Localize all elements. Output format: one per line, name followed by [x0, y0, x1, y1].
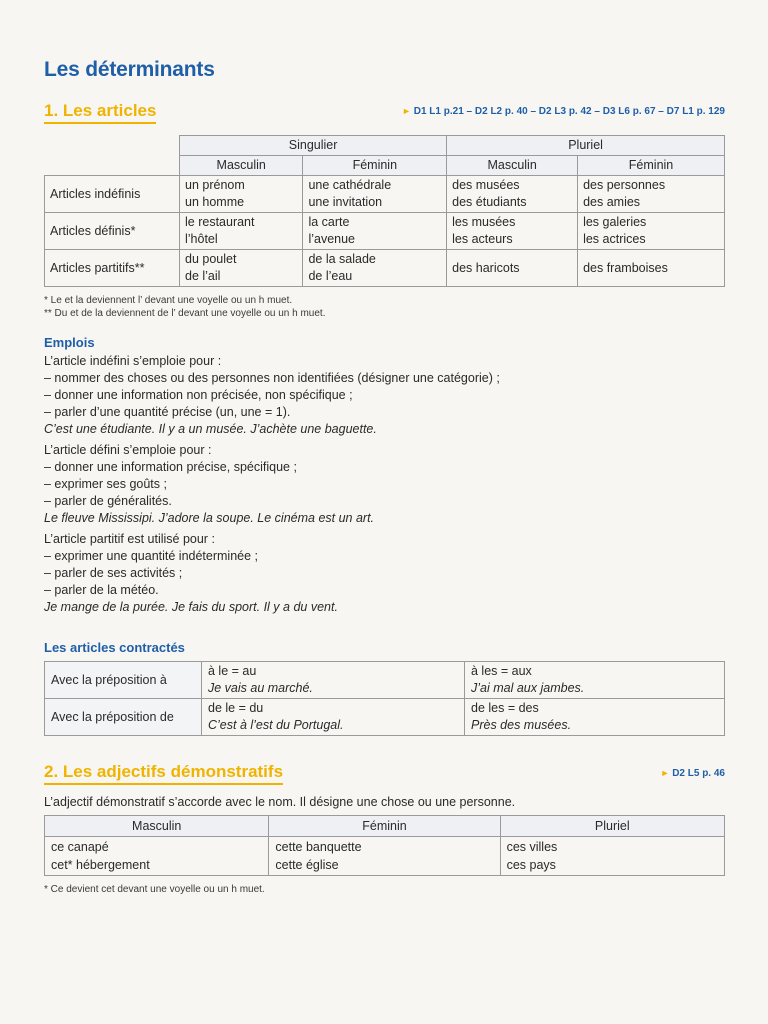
cell-line: de la salade: [308, 252, 376, 266]
section-demonstratifs-reference: [660, 768, 725, 779]
list-item: – parler de généralités.: [44, 494, 172, 508]
section-demonstratifs-heading-text: 2. Les adjectifs démonstratifs: [44, 762, 284, 781]
list-item: – nommer des choses ou des personnes non identifiées (désigner une catégorie) ;: [44, 371, 500, 385]
cell-line: des personnes: [583, 178, 666, 192]
rule-line: à les = aux: [471, 664, 532, 678]
header-masculin: Masculin: [45, 816, 269, 837]
header-pluriel: Pluriel: [500, 816, 724, 837]
cell-line: cet* hébergement: [51, 858, 150, 872]
demonstratifs-table: [44, 815, 725, 876]
emplois-heading: Emplois: [44, 335, 95, 350]
cell-line: ces pays: [506, 858, 556, 872]
cell-line: des haricots: [452, 260, 520, 275]
table-cell: [447, 250, 578, 287]
cell-line: l’hôtel: [185, 232, 218, 246]
table-cell: [465, 662, 725, 699]
table-cell: [578, 213, 725, 250]
arrow-right-icon: ►: [660, 768, 670, 778]
table-cell: [465, 699, 725, 736]
header-singulier: Singulier: [180, 136, 447, 156]
table-cell: [180, 213, 303, 250]
rule-line: de le = du: [208, 701, 264, 715]
cell-line: les actrices: [583, 232, 646, 246]
table-cell: [447, 213, 578, 250]
section-articles-reference: [402, 106, 725, 117]
header-feminin: Féminin: [269, 816, 500, 837]
footnote: ** Du et de la deviennent de l’ devant une voyelle ou un h muet.: [44, 308, 326, 319]
table-cell: [303, 176, 447, 213]
list-item: – parler de ses activités ;: [44, 566, 183, 580]
example-sentence: C’est une étudiante. Il y a un musée. J’achète une baguette.: [44, 422, 377, 436]
table-corner: [45, 136, 180, 176]
row-label: Articles définis*: [45, 213, 180, 250]
cell-line: le restaurant: [185, 215, 255, 229]
rule-line: à le = au: [208, 664, 257, 678]
cell-line: les acteurs: [452, 232, 513, 246]
reference-text: D2 L5 p. 46: [672, 768, 725, 779]
example-sentence: Je mange de la purée. Je fais du sport. Il y a du vent.: [44, 600, 338, 614]
rule-line: de les = des: [471, 701, 539, 715]
table-cell: [578, 176, 725, 213]
cell-line: ce canapé: [51, 840, 109, 854]
contractes-table: [44, 661, 725, 736]
example-line: C’est à l’est du Portugal.: [208, 718, 344, 732]
heading-underline: [44, 122, 156, 124]
header-pluriel: Pluriel: [447, 136, 725, 156]
table-row: [45, 699, 725, 736]
section-articles-heading: [44, 101, 156, 124]
section-demonstratifs-heading: [44, 762, 283, 785]
example-line: J’ai mal aux jambes.: [471, 681, 585, 695]
articles-table: [44, 135, 725, 287]
list-item: – parler de la météo.: [44, 583, 159, 597]
table-row: [45, 176, 725, 213]
defini-intro: L’article défini s’emploie pour :: [44, 443, 212, 457]
cell-line: un prénom: [185, 178, 245, 192]
table-row: [45, 662, 725, 699]
demonstratifs-intro: L’adjectif démonstratif s’accorde avec le nom. Il désigne une chose ou une personne.: [44, 795, 516, 809]
articles-notes: [44, 294, 326, 320]
example-sentence: Le fleuve Mississipi. J’adore la soupe. Le cinéma est un art.: [44, 511, 375, 525]
indefini-intro: L’article indéfini s’emploie pour :: [44, 354, 222, 368]
cell-line: les galeries: [583, 215, 647, 229]
list-item: – exprimer ses goûts ;: [44, 477, 167, 491]
page-title: Les déterminants: [44, 58, 215, 81]
reference-text: D1 L1 p.21 – D2 L2 p. 40 – D2 L3 p. 42 – D3 L6 p. 67 – D7 L1 p. 129: [413, 106, 725, 117]
row-label: Avec la préposition de: [45, 699, 202, 736]
cell-line: une invitation: [308, 195, 383, 209]
table-row: [45, 250, 725, 287]
demonstratifs-note: * Ce devient cet devant une voyelle ou un h muet.: [44, 884, 265, 895]
table-cell: [202, 662, 465, 699]
example-line: Je vais au marché.: [208, 681, 313, 695]
list-item: – exprimer une quantité indéterminée ;: [44, 549, 259, 563]
list-item: – donner une information précise, spécifique ;: [44, 460, 297, 474]
partitif-intro: L’article partitif est utilisé pour :: [44, 532, 215, 546]
table-cell: [303, 250, 447, 287]
contractes-heading: Les articles contractés: [44, 640, 185, 655]
arrow-right-icon: ►: [402, 106, 411, 116]
header-feminin-pl: Féminin: [578, 156, 725, 176]
table-cell: [269, 837, 500, 876]
emplois-body: [44, 353, 734, 616]
cell-line: du poulet: [185, 252, 237, 266]
cell-line: de l’eau: [308, 269, 353, 283]
table-cell: [303, 213, 447, 250]
table-cell: [447, 176, 578, 213]
list-item: – parler d’une quantité précise (un, une = 1).: [44, 405, 291, 419]
heading-underline: [44, 783, 283, 785]
table-row: [45, 213, 725, 250]
cell-line: cette église: [275, 858, 339, 872]
header-feminin-sg: Féminin: [303, 156, 447, 176]
table-cell: [180, 176, 303, 213]
table-cell: [45, 837, 269, 876]
cell-line: cette banquette: [275, 840, 362, 854]
cell-line: des amies: [583, 195, 641, 209]
cell-line: de l’ail: [185, 269, 221, 283]
cell-line: des musées: [452, 178, 520, 192]
cell-line: les musées: [452, 215, 516, 229]
footnote: * Le et la deviennent l’ devant une voyelle ou un h muet.: [44, 295, 293, 306]
header-masculin-sg: Masculin: [180, 156, 303, 176]
row-label: Articles partitifs**: [45, 250, 180, 287]
example-line: Près des musées.: [471, 718, 572, 732]
table-cell: [500, 837, 724, 876]
cell-line: un homme: [185, 195, 245, 209]
cell-line: la carte: [308, 215, 350, 229]
header-masculin-pl: Masculin: [447, 156, 578, 176]
cell-line: des framboises: [583, 260, 668, 275]
cell-line: ces villes: [506, 840, 558, 854]
row-label: Articles indéfinis: [45, 176, 180, 213]
cell-line: une cathédrale: [308, 178, 392, 192]
cell-line: l’avenue: [308, 232, 356, 246]
table-cell: [180, 250, 303, 287]
row-label: Avec la préposition à: [45, 662, 202, 699]
cell-line: des étudiants: [452, 195, 527, 209]
table-cell: [202, 699, 465, 736]
section-articles-heading-text: 1. Les articles: [44, 101, 157, 120]
table-cell: [578, 250, 725, 287]
list-item: – donner une information non précisée, non spécifique ;: [44, 388, 353, 402]
table-row: [45, 837, 725, 876]
